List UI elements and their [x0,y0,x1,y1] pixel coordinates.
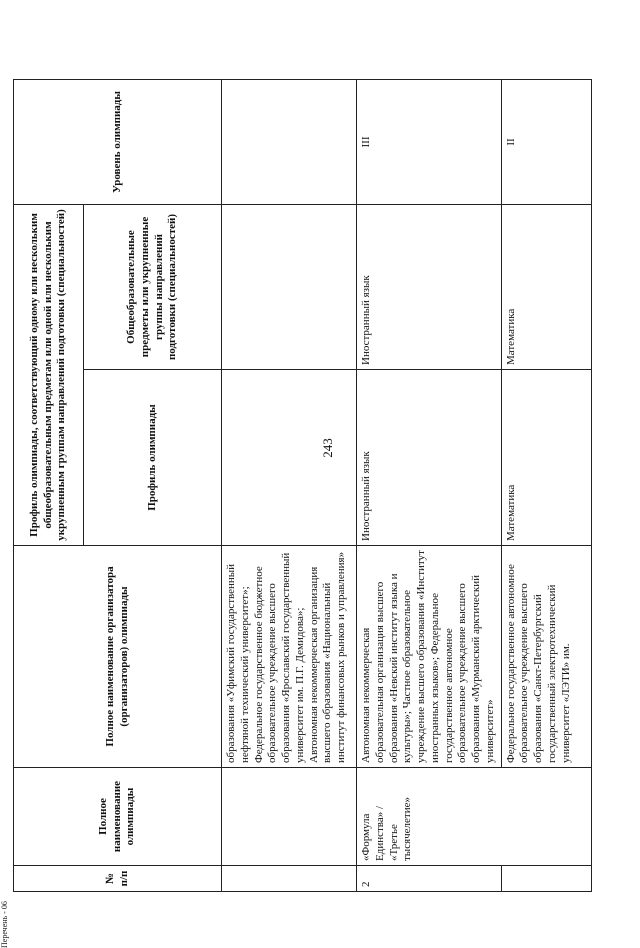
cell-organizer: Федеральное государственное автономное образовательное учреждение высшего образования «Санкт-Петербургский государственный электротехнический университет «ЛЭТИ» им. [501,546,591,768]
header-profile: Профиль олимпиады [84,370,222,546]
olympiad-table [13,79,592,892]
header-profile-group: Профиль олимпиады, соответствующий одному или нескольким общеобразовательным предметам или одной или нескольким укрупненным группам направлений подготовки (специальностей) [14,205,84,546]
cell-name [222,768,357,866]
olympiad-table-sheet [13,80,591,892]
cell-subjects: Математика [501,205,591,370]
cell-num [501,866,591,892]
cell-profile: Иностранный язык [357,370,502,546]
cell-subjects: Иностранный язык [357,205,502,370]
cell-level [222,80,357,205]
cell-organizer: образования «Уфимский государственный нефтяной технический университет»; Федеральное государственное бюджетное образовательное учреждение высшего образования «Ярославский государственный университет им. П.Г. Демидова»; Автономная некоммерческая организация высшего образования «Национальный институт финансовых рынков и управления» [222,546,357,768]
table-row [357,80,502,892]
cell-num [222,866,357,892]
cell-level: III [357,80,502,205]
header-subjects: Общеобразовательные предметы или укрупненные группы направлений подготовки (специальностей) [84,205,222,370]
header-full-name: Полное наименование олимпиады [14,768,222,866]
cell-subjects [222,205,357,370]
header-num: № п/п [14,866,222,892]
table-row [222,80,357,892]
cell-num: 2 [357,866,502,892]
header-level: Уровень олимпиады [14,80,222,205]
page-number: 243 [320,438,335,458]
cell-name: «Формула Единства» / «Третье тысячелетие» [357,768,592,866]
cell-level: II [501,80,591,205]
header-organizer: Полное наименование организатора (организаторов) олимпиады [14,546,222,768]
cell-organizer: Автономная некоммерческая образовательная организация высшего образования «Невский институт языка и культуры»; Частное образовательное учреждение высшего образования «Институт иностранных языков»; Федеральное государственное автономное образовательное учреждение высшего образования «Мурманский арктический университет» [357,546,502,768]
cell-profile: Математика [501,370,591,546]
cell-profile [222,370,357,546]
document-footer: Перечень - 06 [0,901,9,948]
